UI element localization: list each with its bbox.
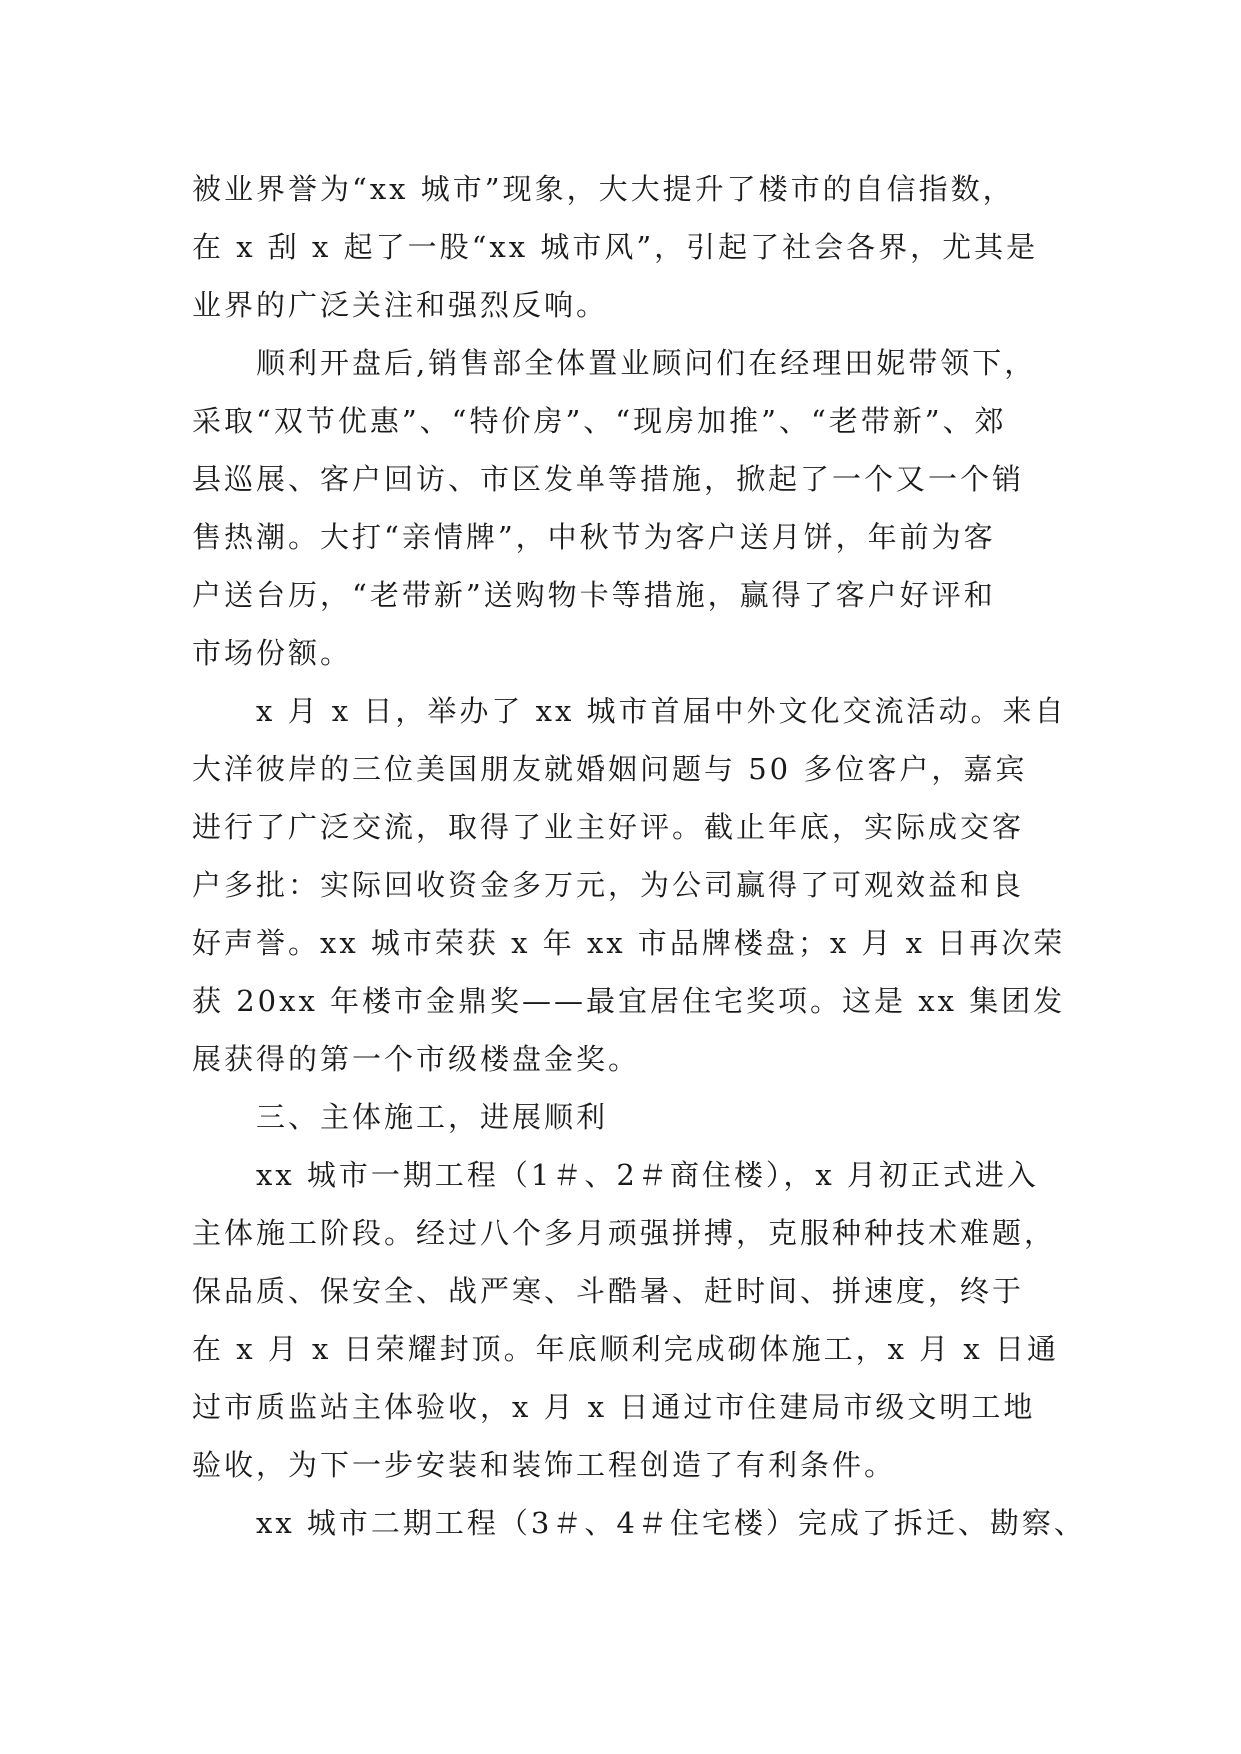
paragraph-line: 展获得的第一个市级楼盘金奖。 <box>192 1042 641 1076</box>
section-heading: 三、主体施工，进展顺利 <box>256 1100 609 1134</box>
paragraph-line: 保品质、保安全、战严寒、斗酷暑、赶时间、拼速度，终于 <box>192 1274 1025 1308</box>
paragraph-line: 进行了广泛交流，取得了业主好评。截止年底，实际成交客 <box>192 810 1025 844</box>
paragraph-line: 业界的广泛关注和强烈反响。 <box>192 288 609 322</box>
paragraph-line: 在 x 刮 x 起了一股“xx 城市风”，引起了社会各界，尤其是 <box>192 230 1039 264</box>
paragraph-line: 大洋彼岸的三位美国朋友就婚姻问题与 50 多位客户，嘉宾 <box>192 752 1028 786</box>
document-body <box>192 160 1086 1552</box>
paragraph-line: 户多批：实际回收资金多万元，为公司赢得了可观效益和良 <box>192 868 1025 902</box>
paragraph-line: 好声誉。xx 城市荣获 x 年 xx 市品牌楼盘；x 月 x 日再次荣 <box>192 926 1066 960</box>
paragraph-line: 县巡展、客户回访、市区发单等措施，掀起了一个又一个销 <box>192 462 1025 496</box>
paragraph-line: xx 城市一期工程（1＃、2＃商住楼），x 月初正式进入 <box>256 1158 1039 1192</box>
paragraph-line: 过市质监站主体验收，x 月 x 日通过市住建局市级文明工地 <box>192 1390 1036 1424</box>
paragraph-line: 户送台历，“老带新”送购物卡等措施，赢得了客户好评和 <box>192 578 996 612</box>
paragraph-line: 获 20xx 年楼市金鼎奖——最宜居住宅奖项。这是 xx 集团发 <box>192 984 1066 1018</box>
paragraph-line: xx 城市二期工程（3＃、4＃住宅楼）完成了拆迁、勘察、 <box>256 1506 1086 1540</box>
paragraph-line: 市场份额。 <box>192 636 353 670</box>
paragraph-line: 主体施工阶段。经过八个多月顽强拼搏，克服种种技术难题， <box>192 1216 1057 1250</box>
paragraph-line: 顺利开盘后,销售部全体置业顾问们在经理田妮带领下， <box>256 346 1037 380</box>
paragraph-line: 被业界誉为“xx 城市”现象，大大提升了楼市的自信指数， <box>192 172 1015 206</box>
paragraph-line: 在 x 月 x 日荣耀封顶。年底顺利完成砌体施工，x 月 x 日通 <box>192 1332 1059 1366</box>
paragraph-line: 验收，为下一步安装和装饰工程创造了有利条件。 <box>192 1448 897 1482</box>
paragraph-line: x 月 x 日，举办了 xx 城市首届中外文化交流活动。来自 <box>256 694 1067 728</box>
paragraph-line: 售热潮。大打“亲情牌”，中秋节为客户送月饼，年前为客 <box>192 520 996 554</box>
paragraph-line: 采取“双节优惠”、“特价房”、“现房加推”、“老带新”、郊 <box>192 404 1007 438</box>
